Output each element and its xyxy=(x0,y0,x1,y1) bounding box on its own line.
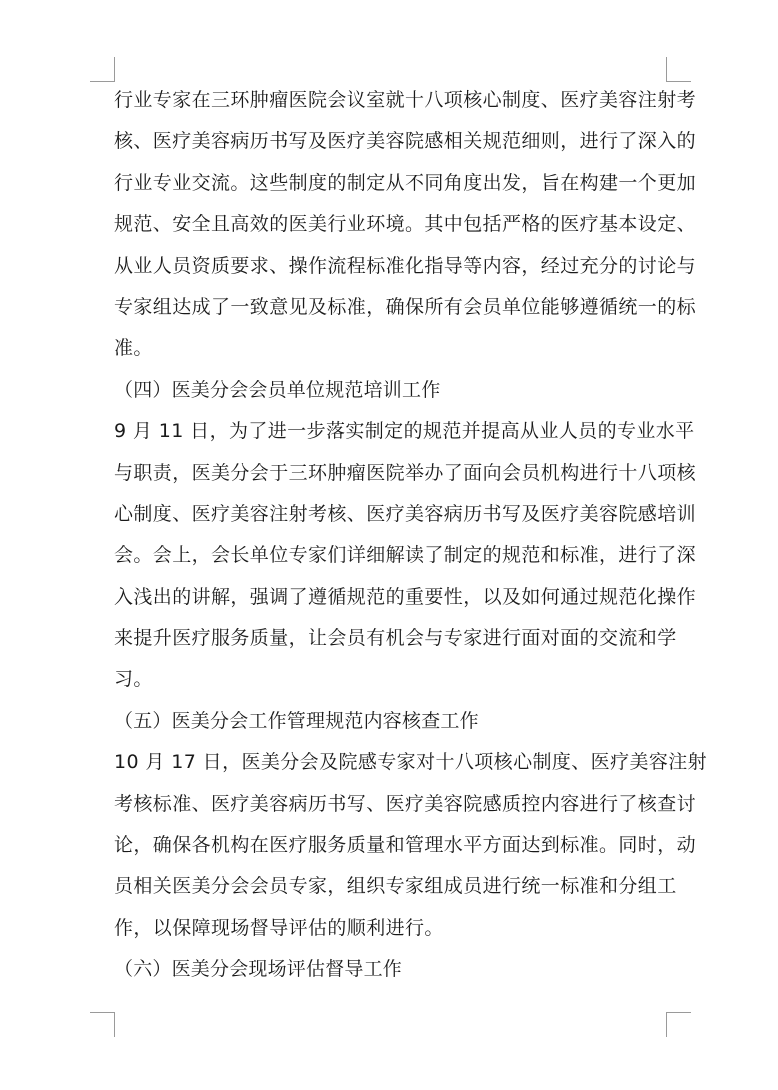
text-line: 心制度、医疗美容注射考核、医疗美容病历书写及医疗美容院感培训 xyxy=(114,502,697,525)
text-line: 核、医疗美容病历书写及医疗美容院感相关规范细则，进行了深入的 xyxy=(114,130,697,153)
section-heading: （六）医美分会现场评估督导工作 xyxy=(114,958,403,981)
text-line: 专家组达成了一致意见及标准，确保所有会员单位能够遵循统一的标 xyxy=(114,295,697,318)
section-heading: （五）医美分会工作管理规范内容核查工作 xyxy=(114,709,479,732)
document-body xyxy=(114,80,708,991)
text-line: 从业人员资质要求、操作流程标准化指导等内容，经过充分的讨论与 xyxy=(114,254,697,277)
text-line: 来提升医疗服务质量，让会员有机会与专家进行面对面的交流和学 xyxy=(114,627,677,650)
text-line: 9 月 11 日，为了进一步落实制定的规范并提高从业人员的专业水平 xyxy=(114,420,695,443)
text-line: 作，以保障现场督导评估的顺利进行。 xyxy=(114,916,444,939)
text-line: 会。会上，会长单位专家们详细解读了制定的规范和标准，进行了深 xyxy=(114,544,697,567)
crop-mark-bottom-left xyxy=(90,1012,115,1037)
text-line: 与职责，医美分会于三环肿瘤医院举办了面向会员机构进行十八项核 xyxy=(114,461,697,484)
text-line: 规范、安全且高效的医美行业环境。其中包括严格的医疗基本设定、 xyxy=(114,213,697,236)
text-line: 10 月 17 日，医美分会及院感专家对十八项核心制度、医疗美容注射 xyxy=(114,751,708,774)
text-line: 习。 xyxy=(114,668,153,691)
crop-mark-top-right xyxy=(666,57,691,82)
text-line: 入浅出的讲解，强调了遵循规范的重要性，以及如何通过规范化操作 xyxy=(114,585,697,608)
section-heading: （四）医美分会会员单位规范培训工作 xyxy=(114,378,441,401)
text-line: 行业专业交流。这些制度的制定从不同角度出发，旨在构建一个更加 xyxy=(114,171,697,194)
text-line: 考核标准、医疗美容病历书写、医疗美容院感质控内容进行了核查讨 xyxy=(114,792,697,815)
crop-mark-bottom-right xyxy=(666,1012,691,1037)
text-line: 准。 xyxy=(114,337,153,360)
text-line: 论，确保各机构在医疗服务质量和管理水平方面达到标准。同时，动 xyxy=(114,834,697,857)
text-line: 员相关医美分会会员专家，组织专家组成员进行统一标准和分组工 xyxy=(114,875,677,898)
crop-mark-top-left xyxy=(90,57,115,82)
text-line: 行业专家在三环肿瘤医院会议室就十八项核心制度、医疗美容注射考 xyxy=(114,89,697,111)
